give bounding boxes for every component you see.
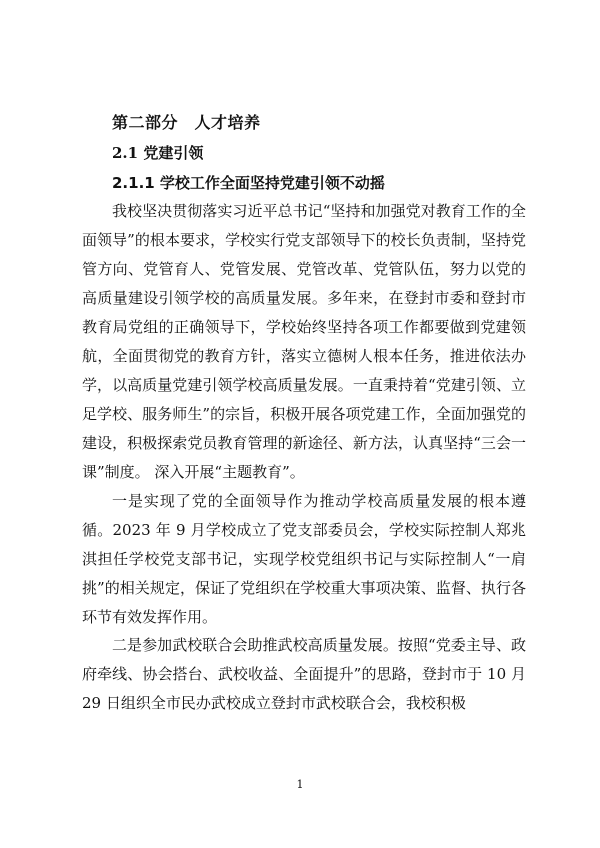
subsubsection-title: 2.1.1 学校工作全面坚持党建引领不动摇 xyxy=(112,174,385,192)
page-number: 1 xyxy=(296,778,304,791)
body-paragraph-3: 二是参加武校联合会助推武校高质量发展。按照“党委主导、政府牵线、协会搭台、武校收益、全面提升”的思路，登封市于 10 月 29 日组织全市民办武校成立登封市武校联合会，我校积极 xyxy=(82,636,526,712)
subsection-title: 2.1 党建引领 xyxy=(112,144,204,162)
body-paragraph-2: 一是实现了党的全面领导作为推动学校高质量发展的根本遵循。2023 年 9 月学校成立了党支部委员会，学校实际控制人郑兆淇担任学校党支部书记，实现学校党组织书记与实际控制人“一肩挑”的相关规定，保证了党组织在学校重大事项决策、监督、执行各环节有效发挥作用。 xyxy=(82,492,526,626)
body-paragraph-1: 我校坚决贯彻落实习近平总书记“坚持和加强党对教育工作的全面领导”的根本要求，学校实行党支部领导下的校长负责制，坚持党管方向、党管育人、党管发展、党管改革、党管队伍，努力以党的高质量建设引领学校的高质量发展。多年来，在登封市委和登封市教育局党组的正确领导下，学校始终坚持各项工作都要做到党建领航，全面贯彻党的教育方针，落实立德树人根本任务，推进依法办学，以高质量党建引领学校高质量发展。一直秉持着“党建引领、立足学校、服务师生”的宗旨，积极开展各项党建工作，全面加强党的建设，积极探索党员教育管理的新途径、新方法，认真坚持“三会一课”制度。 深入开展“主题教育”。 xyxy=(82,202,526,481)
section-title: 第二部分 人才培养 xyxy=(112,113,261,132)
